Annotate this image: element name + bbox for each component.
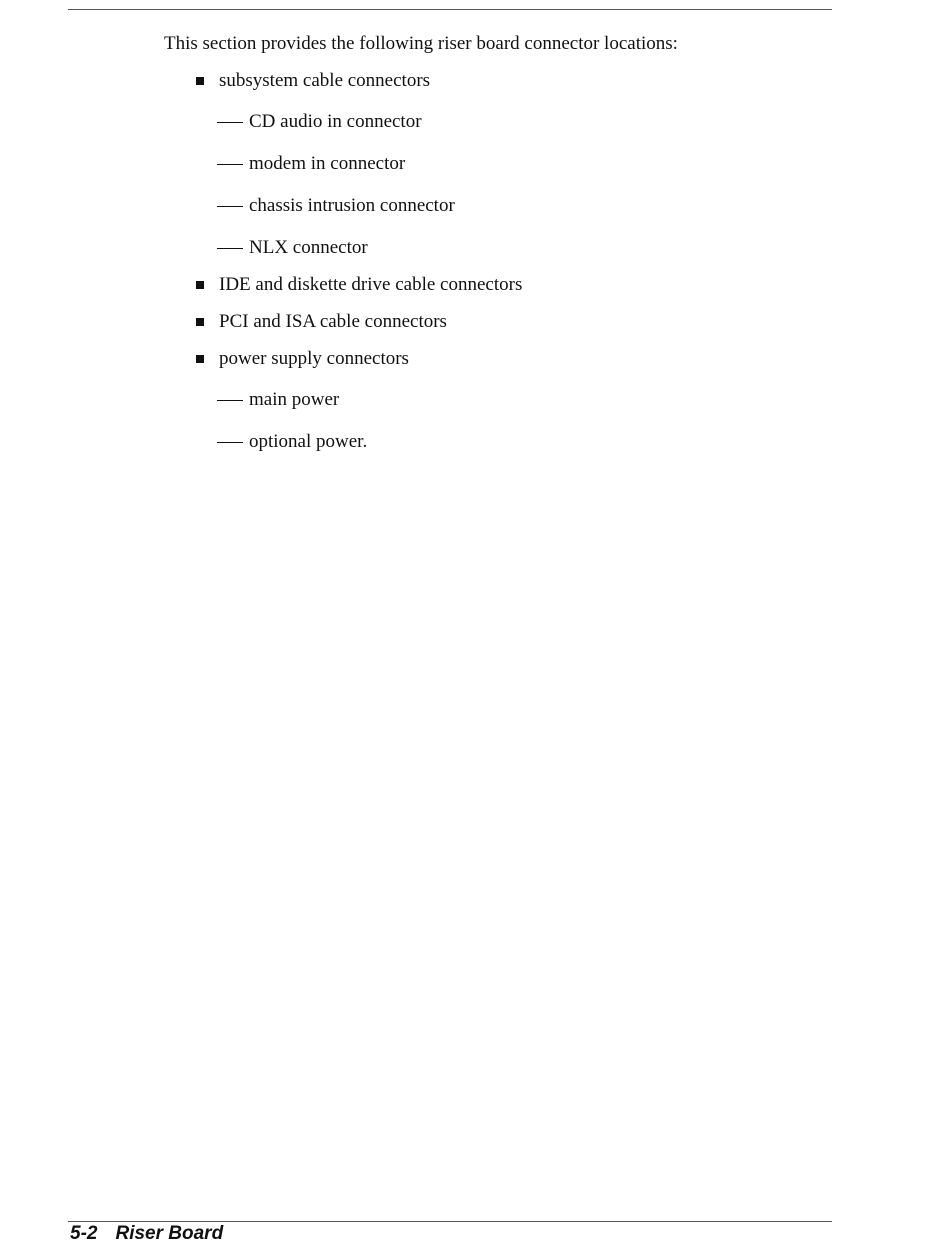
list-item-ide-diskette [164,271,844,299]
dash-bullet-icon [217,442,243,443]
header-rule [68,9,832,10]
list-item-pci-isa [164,308,844,336]
dash-bullet-icon [217,400,243,401]
sub-item-main-power [219,386,844,414]
list-item-label: subsystem cable connectors [219,70,431,91]
sub-item-label: optional power. [249,431,368,452]
sub-item-label: chassis intrusion connector [249,195,455,216]
sub-item-label: modem in connector [249,153,406,174]
page-number: 5-2 [70,1223,98,1244]
sub-item-cd-audio [219,108,844,136]
sub-item-label: CD audio in connector [249,111,422,132]
list-item-label: IDE and diskette drive cable connectors [219,274,523,295]
sub-list-subsystem [164,108,844,262]
sub-item-optional-power [219,428,844,456]
square-bullet-icon [196,318,204,326]
sub-item-modem [219,150,844,178]
list-item-label: PCI and ISA cable connectors [219,311,447,332]
sub-item-label: NLX connector [249,237,368,258]
list-item-subsystem [164,67,844,95]
connector-list [164,67,844,456]
dash-bullet-icon [217,248,243,249]
list-item-label: power supply connectors [219,348,409,369]
page-footer [70,1222,223,1246]
chapter-title: Riser Board [115,1223,224,1244]
intro-paragraph: This section provides the following riser board connector locations: [164,33,678,54]
list-item-power-supply [164,345,844,373]
square-bullet-icon [196,77,204,85]
sub-item-nlx [219,234,844,262]
dash-bullet-icon [217,122,243,123]
square-bullet-icon [196,355,204,363]
sub-item-chassis-intrusion [219,192,844,220]
page-body [164,30,844,456]
dash-bullet-icon [217,164,243,165]
sub-item-label: main power [249,389,340,410]
square-bullet-icon [196,281,204,289]
dash-bullet-icon [217,206,243,207]
sub-list-power [164,386,844,456]
